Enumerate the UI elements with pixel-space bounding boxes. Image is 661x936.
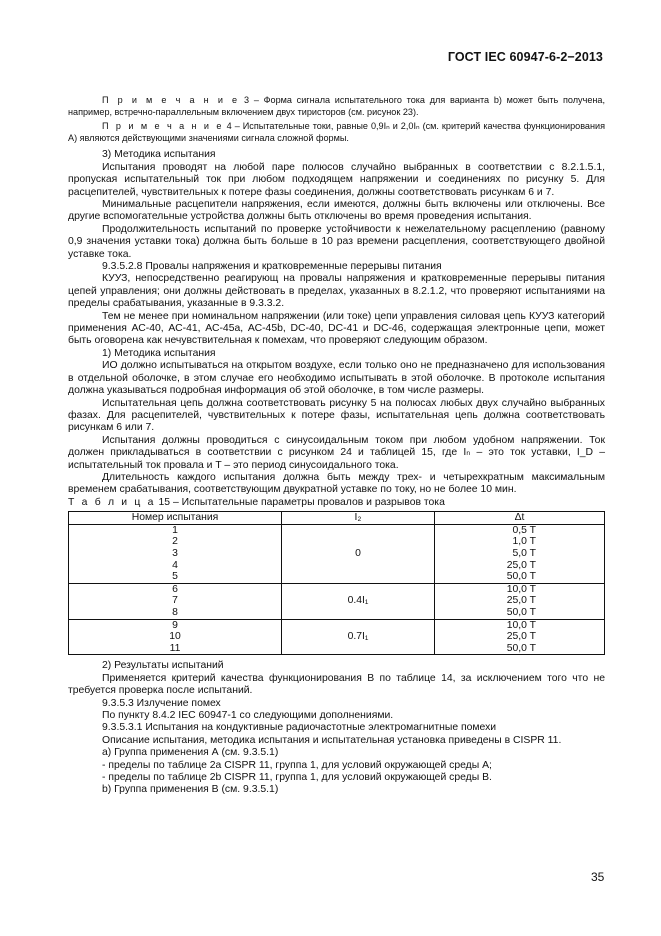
test-number-cell: 1 2 3 4 5 (69, 524, 282, 583)
paragraph: Испытания должны проводиться с синусоидальным током при любом удобном напряжении. Ток должен прикладываться в соответствии с рисунком 24 и таблицей 15, где Iₙ – это ток уставки, I_D – испытательный ток провала и T – это период синусоидального тока. (68, 434, 605, 471)
paragraph: 3) Методика испытания (102, 149, 216, 161)
list-item: - пределы по таблице 2b CISPR 11, группа 1, для условий окружающей среды В. (102, 771, 492, 783)
paragraph: 2) Результаты испытаний (102, 660, 224, 672)
table-row (69, 583, 605, 619)
note-text: 4 – Испытательные токи, равные 0,9Iₙ и 2,0Iₙ (см. критерий качества функционирования А) являются действующими значениями сигнала сложной формы. (68, 121, 606, 143)
paragraph: 1) Методика испытания (102, 347, 216, 359)
column-header: Δt (435, 512, 605, 525)
test-number-cell: 9 10 11 (69, 619, 282, 655)
paragraph: Тем не менее при номинальном напряжении (или токе) цепи управления силовая цепь КУУЗ категорий применения АС-40, АС-41, АС-45а, АС-45b, DC-40, DC-41 и DC-46, содержащая электронные цепи, может быть оговорена как нечувствительная к помехам, что проверяют следующим образом. (68, 310, 605, 347)
list-item: - пределы по таблице 2а CISPR 11, группа 1, для условий окружающей среды А; (102, 759, 492, 771)
test-number-cell: 6 7 8 (69, 583, 282, 619)
dt-cell: 10,0 T 25,0 T 50,0 T (435, 619, 605, 655)
paragraph: По пункту 8.4.2 IEC 60947-1 со следующими дополнениями. (102, 709, 394, 721)
i2-cell: 0 (282, 524, 435, 583)
list-item: b) Группа применения В (см. 9.3.5.1) (102, 784, 279, 796)
section-heading: 9.3.5.3.1 Испытания на кондуктивные радиочастотные электромагнитные помехи (102, 722, 497, 734)
note-label: П р и м е ч а н и е (102, 121, 224, 132)
page-number: 35 (591, 870, 605, 884)
note-text: 3 – Форма сигнала испытательного тока для варианта b) может быть получена, например, встречно-параллельным включением двух тиристоров (см. рисунок 23). (68, 95, 605, 117)
table-caption-label: Т а б л и ц а (68, 496, 156, 508)
i2-cell: 0.7I₁ (282, 619, 435, 655)
note-3 (68, 95, 605, 118)
section-heading: 9.3.5.3 Излучение помех (102, 697, 221, 709)
section-heading: 9.3.5.2.8 Провалы напряжения и кратковременные перерывы питания (102, 261, 442, 273)
paragraph: Испытания проводят на любой паре полюсов случайно выбранных в соответствии с 8.2.1.5.1, пропуская испытательный ток при любом подходящем напряжении и соединениях по рисунку 5. Для расцепителей, чувствительных к потере фазы соединения, должны соответствовать рисункам 6 и 7. (68, 161, 605, 198)
dt-cell: 10,0 T 25,0 T 50,0 T (435, 583, 605, 619)
page-content (68, 95, 605, 797)
paragraph: Применяется критерий качества функционирования В по таблице 14, за исключением того что не требуется проверка после испытаний. (68, 672, 605, 697)
table-header-row (69, 512, 605, 525)
paragraph: Описание испытания, методика испытания и испытательная установка приведены в CISPR 11. (102, 734, 562, 746)
column-header: Номер испытания (69, 512, 282, 525)
dt-cell: 0,5 T 1,0 T 5,0 T 25,0 T 50,0 T (435, 524, 605, 583)
test-parameters-table (68, 511, 605, 655)
table-caption-text: 15 – Испытательные параметры провалов и разрывов тока (158, 496, 445, 508)
paragraph: Длительность каждого испытания должна быть между трех- и четырехкратным максимальным временем срабатывания, соответствующим двукратной уставке по току, но не более 10 мин. (68, 471, 605, 496)
paragraph: КУУЗ, непосредственно реагирующ на провалы напряжения и кратковременные перерывы питания цепей управления; они должны действовать в пределах, указанных в 8.2.1.2, что проверяют испытаниями на пределы срабатывания, указанные в 9.3.3.2. (68, 273, 605, 310)
paragraph: Испытательная цепь должна соответствовать рисунку 5 на полюсах любых двух случайно выбранных фазах. Для расцепителей, чувствительных к потере фазы, испытательная цепь должна соответствовать рисункам 6 или 7. (68, 397, 605, 434)
paragraph: Продолжительность испытаний по проверке устойчивости к нежелательному расцеплению (равному 0,9 значения уставки тока) должна быть больше в 10 раз времени расцепления, соответствующего двойной уставке тока. (68, 223, 605, 260)
i2-cell: 0.4I₁ (282, 583, 435, 619)
paragraph: Минимальные расцепители напряжения, если имеются, должны быть включены или отключены. Все другие вспомогательные устройства должны быть отключены во время проведения испытания. (68, 199, 605, 223)
paragraph: ИО должно испытываться на открытом воздухе, если только оно не предназначено для использования в отдельной оболочке, в этом случае его необходимо испытывать в этой оболочке. В протоколе испытания должна указываться подробная информация об этой оболочке, в том числе размеры. (68, 360, 605, 397)
table-row (69, 524, 605, 583)
document-header: ГОСТ IEC 60947-6-2−2013 (447, 50, 603, 64)
table-caption (68, 497, 605, 509)
list-item: а) Группа применения А (см. 9.3.5.1) (102, 747, 279, 759)
note-label: П р и м е ч а н и е (102, 95, 240, 105)
column-header: I₂ (282, 512, 435, 525)
note-4 (68, 121, 605, 144)
table-row (69, 619, 605, 655)
